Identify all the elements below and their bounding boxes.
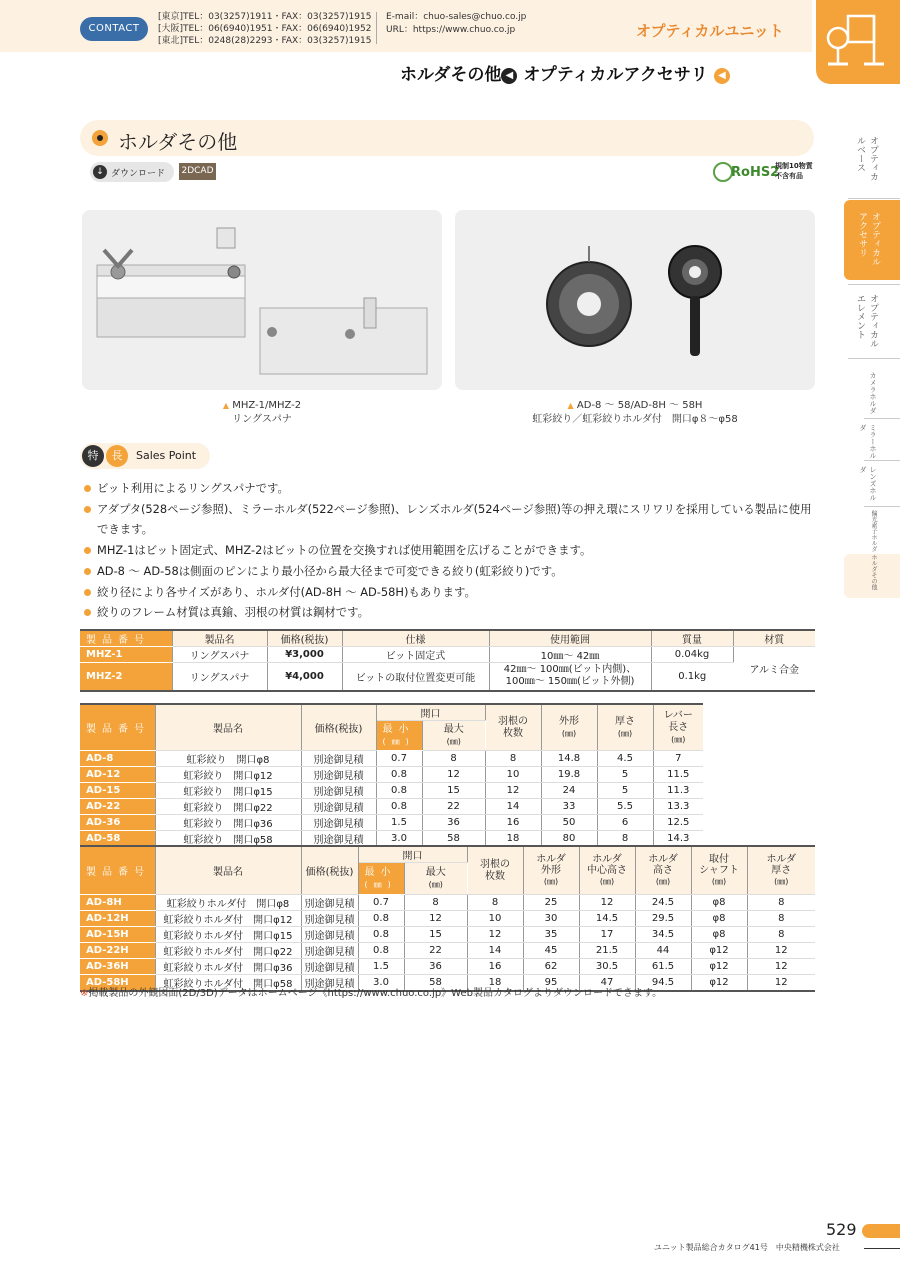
aperture-max: 12 [422,767,485,783]
price: 別途御見積 [301,831,376,848]
header-line: 最小 [382,723,415,735]
outer-diameter: 80 [541,831,597,848]
download-icon: ↓ [93,165,107,179]
header-cell: 製品名 [155,846,301,895]
aperture-max: 36 [422,815,485,831]
price: 別途御見積 [301,783,376,799]
holder-thickness: 8 [747,927,815,943]
header-line: 厚さ [771,865,792,876]
product-code: AD-12H [80,911,155,927]
mount-shaft: φ12 [691,943,747,959]
header-line: 羽根の [498,715,528,727]
usage-range-line-1: 42㎜～ 100㎜(ビット内側)、 [503,664,637,676]
product-code: MHZ-2 [80,663,172,691]
product-name: 虹彩絞り 開口φ36 [155,815,301,831]
product-photo-ring-spanner [82,210,442,390]
email-link[interactable]: E-mail：chuo-sales@chuo.co.jp [386,12,527,22]
feature-item: MHZ-1はビット固定式、MHZ-2はビットの位置を交換すれば使用範囲を広げることができます。 [82,540,822,561]
footer-catalog: ユニット製品総合カタログ41号 中央精機株式会社 [654,1243,840,1252]
holder-height: 61.5 [635,959,691,975]
holder-thickness: 8 [747,895,815,911]
price: 別途御見積 [301,975,358,992]
unit-label: (㎜) [711,877,727,886]
divider [376,12,377,44]
holder-outer-diameter: 95 [523,975,579,992]
table-row [80,663,815,691]
rohs-label: RoHS2 [731,165,780,180]
unit-label: (㎜) [655,877,671,886]
triangle-left-icon: ◀ [501,68,517,84]
product-code: AD-36H [80,959,155,975]
iris-diaphragm-illustration [455,210,815,390]
product-code: AD-22H [80,943,155,959]
aperture-min: 3.0 [376,831,422,848]
header-cell: 価格(税抜) [301,846,358,895]
holder-height: 44 [635,943,691,959]
holder-outer-diameter: 25 [523,895,579,911]
footnote-mark: ※ [80,988,89,999]
header-line: 枚数 [503,727,523,739]
product-name: 虹彩絞りホルダ付 開口φ15 [155,927,301,943]
usage-range: 10㎜～ 42㎜ [489,647,651,663]
header-cell: 質量 [651,630,733,647]
caption-ring-spanner [82,399,442,427]
price: 別途御見積 [301,911,358,927]
header-cell: 価格(税抜) [301,704,376,751]
website-link[interactable]: URL：https://www.chuo.co.jp [386,25,516,35]
mount-shaft: φ8 [691,911,747,927]
lever-length: 13.3 [653,799,703,815]
blade-count: 8 [467,895,523,911]
header-line: 外形 [559,715,579,727]
table-header-row [80,630,815,647]
mount-shaft: φ8 [691,895,747,911]
holder-center-height: 12 [579,895,635,911]
triangle-left-icon[interactable]: ◀ [714,68,730,84]
unit-label: (㎜) [561,728,577,738]
header-cell [523,846,579,895]
mass: 0.1kg [651,663,733,691]
contact-web [386,11,526,37]
section-header [80,120,814,156]
thickness: 5.5 [597,799,653,815]
rohs-note-line-1: 規制10物質 [775,162,813,170]
bullet-icon [92,130,108,146]
outer-diameter: 24 [541,783,597,799]
footnote [80,984,662,999]
spec: ビットの取付位置変更可能 [342,663,489,691]
feature-item: ビット利用によるリングスパナです。 [82,478,822,499]
lever-length: 14.3 [653,831,703,848]
download-button[interactable] [90,162,174,182]
header-line: 中心高さ [587,865,627,876]
lever-length: 11.3 [653,783,703,799]
mass: 0.04kg [651,647,733,663]
holder-outer-diameter: 62 [523,959,579,975]
table-header-row [80,846,815,863]
sidenav-optical-base[interactable]: オプティカルベース [855,136,878,181]
header-line: 長さ [668,721,689,733]
product-name: リングスパナ [172,663,267,691]
table-row [80,959,815,975]
aperture-min: 0.8 [358,927,404,943]
holder-height: 24.5 [635,895,691,911]
table-row [80,911,815,927]
thickness: 5 [597,783,653,799]
blade-count: 14 [485,799,541,815]
spec: ビット固定式 [342,647,489,663]
aperture-max: 58 [404,975,467,992]
product-name: 虹彩絞り 開口φ58 [155,831,301,848]
price: 別途御見積 [301,927,358,943]
table-body [80,751,703,848]
header-cell: 製品名 [155,704,301,751]
aperture-max: 58 [422,831,485,848]
aperture-min: 1.5 [376,815,422,831]
table-header-row [80,704,703,721]
product-code: AD-15 [80,783,155,799]
header-cell [467,846,523,895]
header-cell: 製品番号 [80,846,155,895]
header-cell [579,846,635,895]
header-cell: 使用範囲 [489,630,651,647]
sidenav-polarizer-holder[interactable]: 偏光素子ホルダ [870,510,877,552]
aperture-min: 1.5 [358,959,404,975]
product-name: 虹彩絞り 開口φ12 [155,767,301,783]
table-row [80,647,815,663]
header-line: 高さ [653,865,673,876]
sales-point-char-1: 特 [82,445,104,467]
material: アルミ合金 [733,647,815,691]
tel-osaka: [大阪]TEL：06(6940)1951・FAX：06(6940)1952 [158,24,372,34]
blade-count: 8 [485,751,541,767]
aperture-min: 0.7 [358,895,404,911]
price: 別途御見積 [301,959,358,975]
breadcrumb [400,60,730,85]
unit-label: (㎜) [446,736,461,746]
unit-label: (㎜) [671,734,686,744]
feature-list [82,478,822,623]
tel-tokyo: [東京]TEL：03(3257)1911・FAX：03(3257)1915 [158,12,372,22]
lever-length: 7 [653,751,703,767]
caption-line-2: 虹彩絞り／虹彩絞りホルダ付 開口φ８～φ58 [532,414,738,425]
holder-thickness: 8 [747,911,815,927]
aperture-min: 0.8 [376,767,422,783]
divider [848,358,900,359]
product-code: AD-58 [80,831,155,848]
mount-shaft: φ8 [691,927,747,943]
thickness: 6 [597,815,653,831]
thickness: 8 [597,831,653,848]
header-cell: 製品番号 [80,704,155,751]
header-cell: 製品番号 [80,630,172,647]
holder-thickness: 12 [747,943,815,959]
rohs-note [775,161,813,181]
usage-range-line-2: 100㎜～ 150㎜(ビット外側) [505,676,635,688]
usage-range [489,663,651,691]
feature-item: アダプタ(528ページ参照)、ミラーホルダ(522ページ参照)、レンズホルダ(524ページ参照)等の押え環にスリワリを採用している製品に使用できます。 [82,499,822,540]
price: 別途御見積 [301,799,376,815]
header-cell [635,846,691,895]
blade-count: 14 [467,943,523,959]
phone-numbers [158,11,371,47]
header-line: シャフト [699,865,739,876]
product-name: 虹彩絞りホルダ付 開口φ8 [155,895,301,911]
product-code: AD-15H [80,927,155,943]
outer-diameter: 19.8 [541,767,597,783]
header-cell: 価格(税抜) [267,630,342,647]
header-cell: 開口 [358,846,467,863]
unit-label: (㎜) [364,879,397,889]
feature-item: 絞りのフレーム材質は真鍮、羽根の材質は鋼材です。 [82,602,822,623]
page-number: 529 [826,1220,857,1239]
blade-count: 12 [467,927,523,943]
price: 別途御見積 [301,943,358,959]
divider [864,418,900,419]
sales-point-label: Sales Point [136,449,197,462]
spec-table-iris [80,703,703,848]
table-body [80,895,815,992]
header-cell [358,863,404,895]
holder-thickness: 12 [747,975,815,992]
lever-length: 11.5 [653,767,703,783]
price: 別途御見積 [301,815,376,831]
caption-iris-diaphragm [455,399,815,427]
ring-spanner-illustration [82,210,442,390]
caption-line-1: AD-8 ～ 58/AD-8H ～ 58H [576,400,703,411]
aperture-min: 3.0 [358,975,404,992]
sidenav-mirror-holder[interactable]: ミラーホルダ [859,424,877,459]
header-line: 最小 [364,866,397,878]
header-cell [422,721,485,751]
aperture-max: 8 [404,895,467,911]
header-line: 羽根の [480,858,510,870]
product-name: 虹彩絞り 開口φ15 [155,783,301,799]
sidenav-holder-other[interactable]: ホルダその他 [844,554,900,598]
thickness: 4.5 [597,751,653,767]
product-code: AD-12 [80,767,155,783]
header-cell [747,846,815,895]
spec-table-spanner [80,629,815,692]
aperture-max: 15 [404,927,467,943]
product-name: 虹彩絞りホルダ付 開口φ36 [155,959,301,975]
header-cell [485,704,541,751]
header-line: レバー [663,709,693,721]
header-cell: 仕様 [342,630,489,647]
header-line: 厚さ [615,715,635,727]
price: ¥3,000 [267,647,342,663]
sidenav-lens-holder[interactable]: レンズホルダ [859,466,877,501]
aperture-min: 0.8 [358,943,404,959]
product-name: 虹彩絞りホルダ付 開口φ12 [155,911,301,927]
rohs-note-line-2: 不含有品 [775,172,803,180]
outer-diameter: 14.8 [541,751,597,767]
product-code: AD-22 [80,799,155,815]
table-row [80,943,815,959]
table-row [80,927,815,943]
header-line: 最大 [443,723,464,735]
blade-count: 10 [485,767,541,783]
aperture-max: 15 [422,783,485,799]
aperture-min: 0.8 [358,911,404,927]
lever-length: 12.5 [653,815,703,831]
price: 別途御見積 [301,895,358,911]
triangle-up-icon: ▲ [222,401,229,410]
header-line: 取付 [709,854,729,865]
aperture-max: 36 [404,959,467,975]
footnote-text: 掲載製品の外観図面(2D/3D)データはホームページ《https://www.chuo.co.jp》Web製品カタログよりダウンロードできます。 [88,988,663,999]
product-name: 虹彩絞り 開口φ22 [155,799,301,815]
table-row [80,783,703,799]
holder-height: 34.5 [635,927,691,943]
price: 別途御見積 [301,767,376,783]
divider [848,284,900,285]
header-cell: 開口 [376,704,485,721]
header-line: 枚数 [485,870,505,882]
blade-count: 16 [467,959,523,975]
aperture-max: 8 [422,751,485,767]
category-title: オプティカルユニット [636,22,784,40]
aperture-min: 0.8 [376,783,422,799]
blade-count: 16 [485,815,541,831]
sidenav-optical-element[interactable]: オプティカルエレメント [855,294,878,348]
table-row [80,895,815,911]
mount-shaft: φ12 [691,959,747,975]
holder-height: 29.5 [635,911,691,927]
download-label: ダウンロード [111,169,166,179]
header-cell [691,846,747,895]
blade-count: 18 [467,975,523,992]
header-cell [541,704,597,751]
table-row [80,767,703,783]
price: 別途御見積 [301,751,376,767]
rohs-badge [713,161,813,183]
price: ¥4,000 [267,663,342,691]
holder-thickness: 12 [747,959,815,975]
unit-label: (㎜) [599,877,615,886]
aperture-min: 0.7 [376,751,422,767]
caption-line-2: リングスパナ [232,414,292,425]
caption-line-1: MHZ-1/MHZ-2 [232,400,302,411]
spec-table-iris-holder [80,845,815,992]
triangle-up-icon: ▲ [567,401,574,410]
header-cell [653,704,703,751]
footer-line [864,1248,900,1249]
holder-center-height: 21.5 [579,943,635,959]
product-code: AD-8 [80,751,155,767]
blade-count: 12 [485,783,541,799]
divider [864,460,900,461]
unit-label: (㎜) [382,736,415,746]
globe-icon [713,162,733,182]
contact-button[interactable]: CONTACT [80,17,148,41]
product-code: MHZ-1 [80,647,172,663]
table-row [80,751,703,767]
cad-badge[interactable]: 2DCAD [179,163,216,180]
holder-center-height: 17 [579,927,635,943]
unit-label: (㎜) [617,728,633,738]
unit-label: (㎜) [774,877,789,886]
product-photo-iris-diaphragm [455,210,815,390]
product-code: AD-8H [80,895,155,911]
holder-outer-diameter: 30 [523,911,579,927]
side-navigation [844,0,900,1272]
blade-count: 10 [467,911,523,927]
holder-center-height: 30.5 [579,959,635,975]
page-tab [862,1224,900,1238]
thickness: 5 [597,767,653,783]
aperture-max: 22 [422,799,485,815]
blade-count: 18 [485,831,541,848]
sidenav-optical-accessory[interactable]: オプティカルアクセサリ [844,200,900,280]
holder-center-height: 47 [579,975,635,992]
aperture-min: 0.8 [376,799,422,815]
table-row [80,799,703,815]
product-code: AD-58H [80,975,155,992]
header-cell [404,863,467,895]
sidenav-camera-holder[interactable]: カメラホルダ [869,372,877,414]
sales-point-badge [80,443,210,469]
aperture-max: 22 [404,943,467,959]
product-code: AD-36 [80,815,155,831]
holder-height: 94.5 [635,975,691,992]
header-line: ホルダ [648,854,678,865]
divider [864,506,900,507]
header-cell: 製品名 [172,630,267,647]
breadcrumb-current: ホルダその他 [400,65,502,85]
holder-center-height: 14.5 [579,911,635,927]
feature-item: 絞り径により各サイズがあり、ホルダ付(AD-8H ～ AD-58H)もあります。 [82,582,822,603]
header-cell [376,721,422,751]
header-line: ホルダ [592,854,622,865]
header-line: 最大 [425,866,446,878]
holder-outer-diameter: 45 [523,943,579,959]
breadcrumb-parent[interactable]: オプティカルアクセサリ [523,65,708,85]
mount-shaft: φ12 [691,975,747,992]
holder-outer-diameter: 35 [523,927,579,943]
product-name: 虹彩絞りホルダ付 開口φ58 [155,975,301,992]
aperture-max: 12 [404,911,467,927]
header-cell [597,704,653,751]
table-row [80,815,703,831]
tel-tohoku: [東北]TEL：0248(28)2293・FAX：03(3257)1915 [158,36,372,46]
outer-diameter: 33 [541,799,597,815]
divider [848,198,900,199]
header-cell: 材質 [733,630,815,647]
header-line: ホルダ [536,854,566,865]
unit-label: (㎜) [428,879,443,889]
sales-point-char-2: 長 [106,445,128,467]
header-line: 外形 [541,865,561,876]
product-name: 虹彩絞りホルダ付 開口φ22 [155,943,301,959]
product-name: 虹彩絞り 開口φ8 [155,751,301,767]
header-line: ホルダ [766,854,797,865]
section-title: ホルダその他 [118,130,238,154]
outer-diameter: 50 [541,815,597,831]
unit-label: (㎜) [543,877,559,886]
product-name: リングスパナ [172,647,267,663]
feature-item: AD-8 ～ AD-58は側面のピンにより最小径から最大径まで可変できる絞り(虹彩絞り)です。 [82,561,822,582]
